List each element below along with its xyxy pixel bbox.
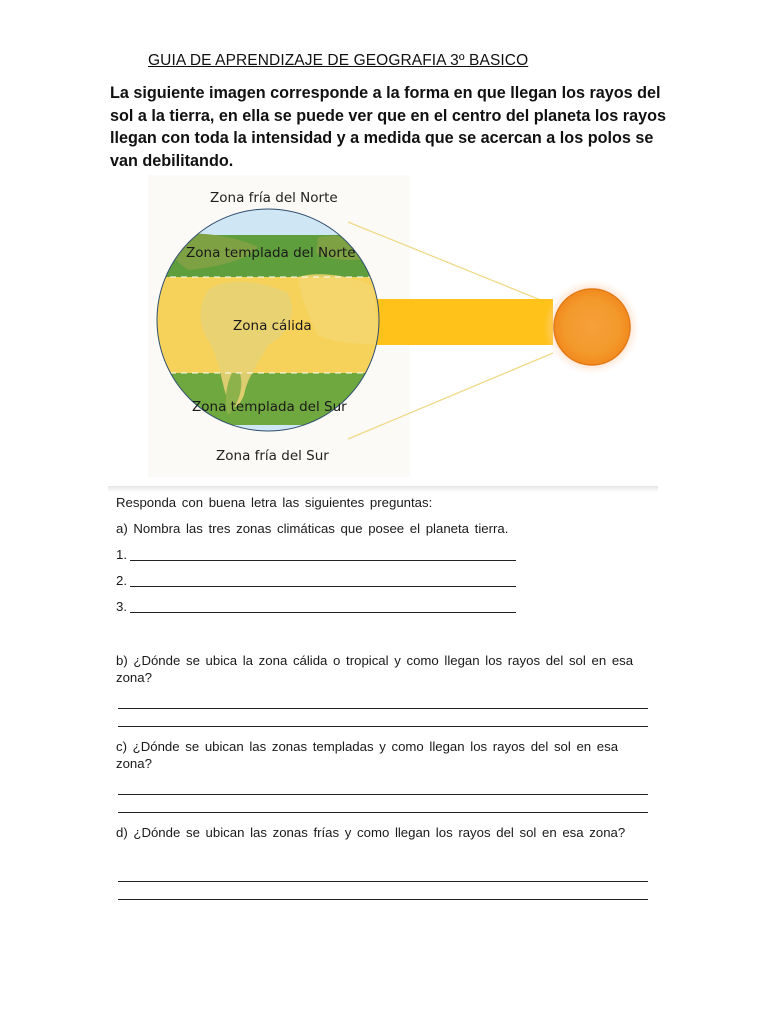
answer-c-line-1[interactable] xyxy=(118,794,648,795)
label-north-cold: Zona fría del Norte xyxy=(210,190,338,206)
answer-c-line-2[interactable] xyxy=(118,812,648,813)
label-south-temperate: Zona templada del Sur xyxy=(192,399,347,415)
label-south-cold: Zona fría del Sur xyxy=(216,448,329,464)
answer-a-number-3: 3. xyxy=(116,599,127,614)
answer-b-line-1[interactable] xyxy=(118,708,648,709)
answer-a-line-2[interactable] xyxy=(130,586,516,587)
page-title: GUIA DE APRENDIZAJE DE GEOGRAFIA 3º BASICO xyxy=(148,52,529,69)
intro-paragraph: La siguiente imagen corresponde a la forma en que llegan los rayos del sol a la tierra, en ella se puede ver que en el centro del planeta los rayos llegan con toda la intensidad y a medida que se acercan a los polos se van debilitando. xyxy=(110,84,666,170)
climate-zones-figure xyxy=(148,175,662,477)
answer-a-line-3[interactable] xyxy=(130,612,516,613)
questions-section xyxy=(108,486,658,926)
instruction-text: Responda con buena letra las siguientes preguntas: xyxy=(116,495,433,510)
direct-ray-beam xyxy=(368,299,553,345)
label-north-temperate: Zona templada del Norte xyxy=(186,245,356,261)
sun-icon xyxy=(554,289,630,365)
answer-a-line-1[interactable] xyxy=(130,560,516,561)
question-b: b) ¿Dónde se ubica la zona cálida o tropical y como llegan los rayos del sol en esa zona? xyxy=(116,653,634,685)
answer-d-line-1[interactable] xyxy=(118,881,648,882)
answer-a-number-2: 2. xyxy=(116,573,127,588)
question-c: c) ¿Dónde se ubican las zonas templadas y como llegan los rayos del sol en esa zona? xyxy=(116,739,619,771)
section-divider xyxy=(108,486,658,492)
question-a: a) Nombra las tres zonas climáticas que posee el planeta tierra. xyxy=(116,521,509,536)
answer-d-line-2[interactable] xyxy=(118,899,648,900)
label-warm: Zona cálida xyxy=(233,318,312,334)
answer-b-line-2[interactable] xyxy=(118,726,648,727)
answer-a-number-1: 1. xyxy=(116,547,127,562)
earth-sun-diagram xyxy=(148,175,662,477)
question-d: d) ¿Dónde se ubican las zonas frías y como llegan los rayos del sol en esa zona? xyxy=(116,825,626,840)
